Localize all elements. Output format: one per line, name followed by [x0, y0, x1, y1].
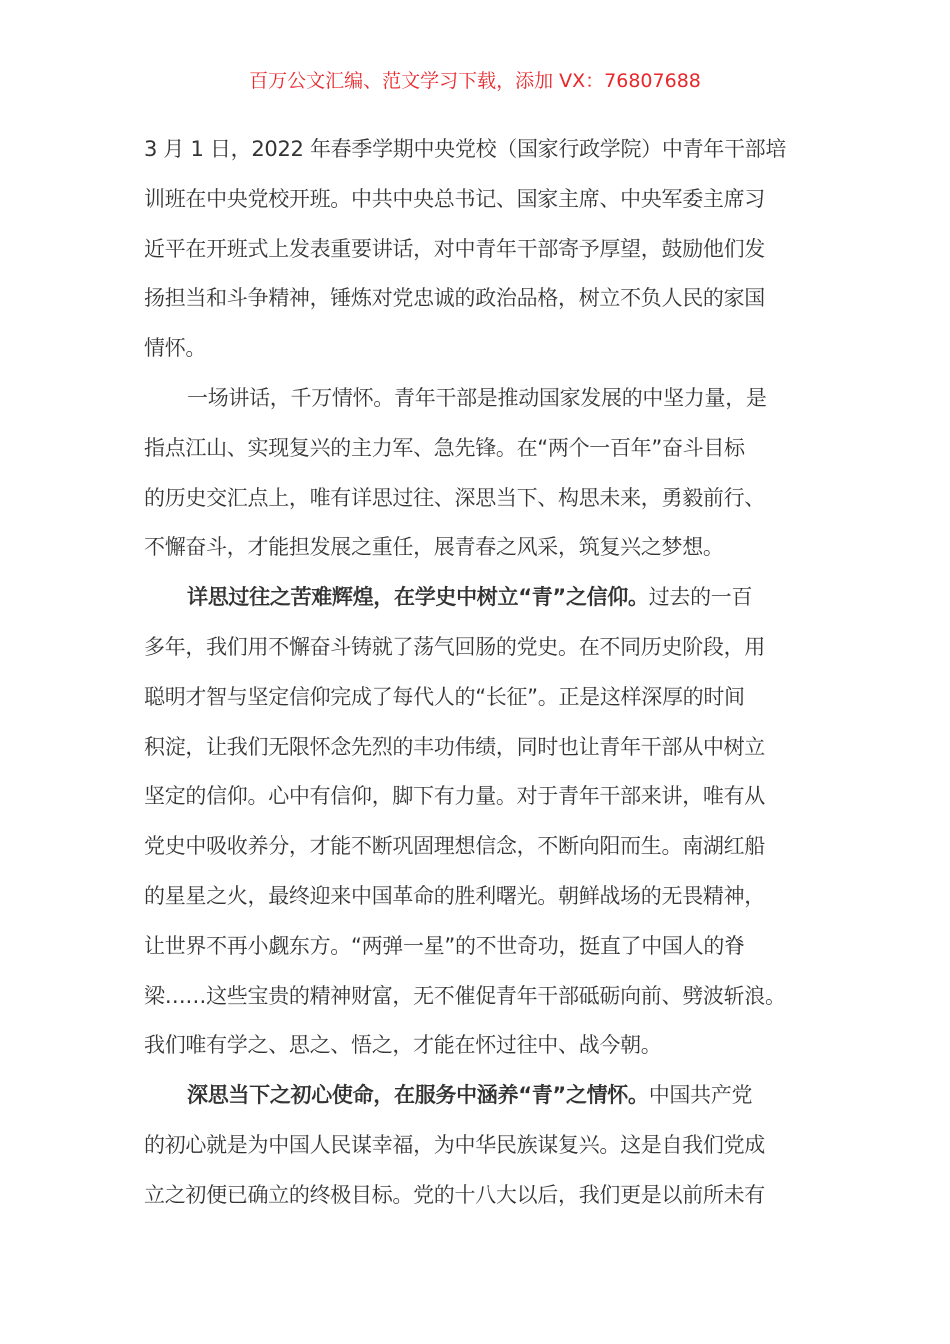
- line-text: 指点江山、实现复兴的主力军、急先锋。在“两个一百年”奋斗目标: [144, 435, 745, 460]
- line-text: 党史中吸收养分，才能不断巩固理想信念，不断向阳而生。南湖红船: [144, 834, 765, 859]
- line-text: 积淀，让我们无限怀念先烈的丰功伟绩，同时也让青年干部从中树立: [144, 734, 765, 759]
- text-line: [144, 673, 804, 723]
- text-line: [144, 175, 804, 225]
- text-line: [144, 1071, 804, 1121]
- line-text: 的历史交汇点上，唯有详思过往、深思当下、构思未来，勇毅前行、: [144, 485, 765, 510]
- section-heading: 深思当下之初心使命，在服务中涵养“青”之情怀。: [187, 1083, 649, 1108]
- document-body: [144, 125, 804, 1221]
- text-line: [144, 324, 804, 374]
- line-text: 多年，我们用不懈奋斗铸就了荡气回肠的党史。在不同历史阶段，用: [144, 634, 765, 659]
- text-line: [144, 125, 804, 175]
- text-line: [144, 772, 804, 822]
- line-text: 扬担当和斗争精神，锤炼对党忠诚的政治品格，树立不负人民的家国: [144, 286, 765, 311]
- text-line: [144, 623, 804, 673]
- line-text: 不懈奋斗，才能担发展之重任，展青春之风采，筑复兴之梦想。: [144, 535, 724, 560]
- text-line: [144, 374, 804, 424]
- line-text: 的星星之火，最终迎来中国革命的胜利曙光。朝鲜战场的无畏精神，: [144, 883, 765, 908]
- text-line: [144, 225, 804, 275]
- line-text: 过去的一百: [648, 585, 753, 610]
- text-line: [144, 424, 804, 474]
- text-line: [144, 1171, 804, 1221]
- watermark-header: 百万公文汇编、范文学习下载，添加 VX：76807688: [249, 70, 701, 92]
- line-text: 一场讲话，千万情怀。青年干部是推动国家发展的中坚力量，是: [187, 385, 767, 410]
- line-text: 中国共产党: [648, 1083, 753, 1108]
- text-line: [144, 922, 804, 972]
- text-line: [144, 872, 804, 922]
- line-text: 情怀。: [144, 336, 207, 361]
- line-text: 3 月 1 日，2022 年春季学期中央党校（国家行政学院）中青年干部培: [144, 137, 787, 161]
- text-line: [144, 1021, 804, 1071]
- text-line: [144, 723, 804, 773]
- text-line: [144, 474, 804, 524]
- line-text: 的初心就是为中国人民谋幸福，为中华民族谋复兴。这是自我们党成: [144, 1132, 765, 1157]
- section-heading: 详思过往之苦难辉煌，在学史中树立“青”之信仰。: [187, 585, 649, 610]
- text-line: [144, 274, 804, 324]
- text-line: [144, 523, 804, 573]
- line-text: 近平在开班式上发表重要讲话，对中青年干部寄予厚望，鼓励他们发: [144, 236, 765, 261]
- line-text: 立之初便已确立的终极目标。党的十八大以后，我们更是以前所未有: [144, 1182, 765, 1207]
- text-line: [144, 1121, 804, 1171]
- line-text: 我们唯有学之、思之、悟之，才能在怀过往中、战今朝。: [144, 1033, 662, 1058]
- text-line: [144, 972, 804, 1022]
- line-text: 梁……这些宝贵的精神财富，无不催促青年干部砥砺向前、劈波斩浪。: [144, 983, 786, 1008]
- line-text: 训班在中央党校开班。中共中央总书记、国家主席、中央军委主席习: [144, 186, 765, 211]
- text-line: [144, 573, 804, 623]
- line-text: 聪明才智与坚定信仰完成了每代人的“长征”。正是这样深厚的时间: [144, 684, 745, 709]
- line-text: 坚定的信仰。心中有信仰，脚下有力量。对于青年干部来讲，唯有从: [144, 784, 765, 809]
- line-text: 让世界不再小觑东方。“两弹一星”的不世奇功，挺直了中国人的脊: [144, 933, 745, 958]
- text-line: [144, 822, 804, 872]
